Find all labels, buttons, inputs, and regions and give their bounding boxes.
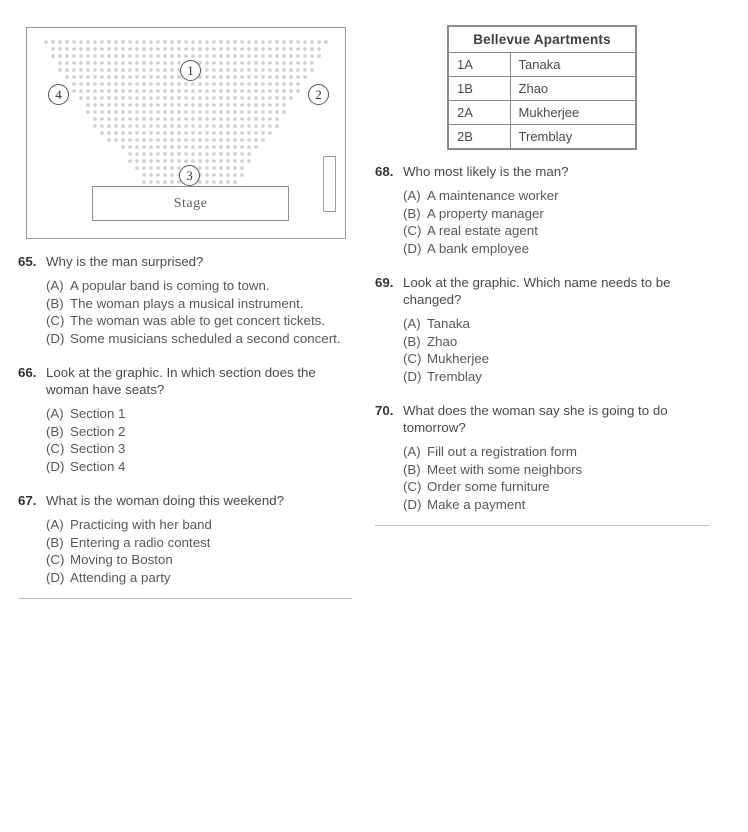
question-number: 66.	[18, 365, 37, 380]
section-marker-3-label: 3	[186, 167, 193, 183]
answer-option-text: Meet with some neighbors	[427, 461, 583, 477]
answer-option[interactable]	[46, 312, 352, 330]
answer-option-letter: (A)	[46, 517, 64, 532]
question-header	[18, 253, 352, 270]
answer-option-letter: (A)	[46, 406, 64, 421]
question-text: What is the woman doing this weekend?	[46, 493, 285, 508]
section-marker-4	[48, 84, 69, 105]
answer-option[interactable]	[46, 516, 352, 534]
section-marker-2	[308, 84, 329, 105]
question-column-right	[375, 163, 709, 543]
answer-option[interactable]	[46, 458, 352, 476]
answer-option[interactable]	[403, 333, 709, 351]
answer-option[interactable]	[403, 368, 709, 386]
apartment-unit-cell: 2B	[448, 125, 510, 150]
apartments-table-graphic	[447, 25, 637, 150]
answer-option[interactable]	[46, 440, 352, 458]
answer-option[interactable]	[46, 569, 352, 587]
apartment-name-cell: Mukherjee	[510, 101, 636, 125]
answer-option-letter: (D)	[46, 458, 65, 474]
apartment-name-cell: Zhao	[510, 77, 636, 101]
question-block	[375, 163, 709, 257]
apartment-name-cell: Tremblay	[510, 125, 636, 150]
answer-option-letter: (A)	[403, 188, 421, 203]
answer-option[interactable]	[46, 534, 352, 552]
answer-option[interactable]	[46, 405, 352, 423]
answer-option[interactable]	[403, 205, 709, 223]
question-number: 68.	[375, 164, 394, 179]
answer-option[interactable]	[46, 330, 352, 348]
section-divider	[375, 525, 709, 526]
answer-option-text: A real estate agent	[427, 223, 538, 238]
answer-option-text: Some musicians scheduled a second concert.	[70, 330, 341, 346]
answer-option-text: Entering a radio contest	[70, 534, 211, 550]
answer-option-text: Order some furniture	[427, 479, 550, 494]
answer-option[interactable]	[46, 423, 352, 441]
answer-option[interactable]	[403, 187, 709, 205]
answer-option-list	[375, 315, 709, 385]
apartments-table-title: Bellevue Apartments	[448, 26, 636, 53]
answer-option-letter: (C)	[46, 552, 65, 567]
stage-box	[92, 186, 289, 221]
seating-chart-graphic	[26, 27, 346, 239]
question-header	[375, 274, 709, 308]
exit-door-rectangle	[323, 156, 336, 212]
question-text: What does the woman say she is going to do tomorrow?	[403, 403, 668, 435]
answer-option-letter: (C)	[403, 479, 422, 494]
answer-option-letter: (C)	[46, 313, 65, 328]
answer-option-letter: (A)	[46, 278, 64, 293]
answer-option[interactable]	[403, 240, 709, 258]
question-header	[18, 492, 352, 509]
section-divider	[18, 598, 352, 599]
question-block	[375, 274, 709, 385]
question-text: Who most likely is the man?	[403, 164, 569, 179]
answer-option-text: The woman was able to get concert tickets.	[70, 313, 325, 328]
answer-option[interactable]	[403, 496, 709, 514]
answer-option[interactable]	[403, 443, 709, 461]
answer-option-letter: (D)	[403, 240, 422, 256]
table-row	[448, 125, 636, 150]
answer-option-letter: (D)	[403, 368, 422, 384]
answer-option[interactable]	[403, 478, 709, 496]
table-row	[448, 77, 636, 101]
table-row	[448, 53, 636, 77]
answer-option-letter: (C)	[403, 351, 422, 366]
answer-option-letter: (B)	[403, 205, 421, 221]
answer-option-text: Fill out a registration form	[427, 444, 578, 459]
answer-option-letter: (A)	[403, 316, 421, 331]
seating-chart-inner	[27, 28, 345, 238]
answer-option-list	[18, 516, 352, 586]
question-block	[375, 402, 709, 526]
answer-option[interactable]	[46, 295, 352, 313]
answer-option-letter: (B)	[403, 333, 421, 349]
question-number: 70.	[375, 403, 394, 418]
apartment-unit-cell: 2A	[448, 101, 510, 125]
section-marker-1	[180, 60, 201, 81]
answer-option-text: Make a payment	[427, 496, 526, 512]
answer-option-list	[18, 405, 352, 475]
answer-option-letter: (D)	[403, 496, 422, 512]
question-number: 69.	[375, 275, 394, 290]
answer-option[interactable]	[403, 350, 709, 368]
question-number: 65.	[18, 254, 37, 269]
answer-option-text: The woman plays a musical instrument.	[70, 295, 304, 311]
answer-option-text: Section 4	[70, 458, 126, 474]
answer-option-letter: (D)	[46, 330, 65, 346]
question-block	[18, 364, 352, 475]
table-row	[448, 101, 636, 125]
answer-option-text: Section 3	[70, 441, 126, 456]
answer-option-text: Mukherjee	[427, 351, 490, 366]
answer-option-list	[18, 277, 352, 347]
answer-option-letter: (B)	[46, 534, 64, 550]
answer-option-text: Moving to Boston	[70, 552, 173, 567]
answer-option-text: A maintenance worker	[427, 188, 559, 203]
answer-option-text: Zhao	[427, 333, 458, 349]
answer-option[interactable]	[403, 315, 709, 333]
stage-label: Stage	[173, 195, 208, 211]
answer-option-letter: (B)	[403, 461, 421, 477]
question-column-left	[18, 253, 352, 616]
apartment-name-cell: Tanaka	[510, 53, 636, 77]
answer-option-letter: (A)	[403, 444, 421, 459]
apartments-table-header-row	[448, 26, 636, 53]
apartments-table	[447, 25, 637, 150]
answer-option-text: Tanaka	[427, 316, 470, 331]
answer-option-letter: (C)	[403, 223, 422, 238]
answer-option-letter: (C)	[46, 441, 65, 456]
question-text: Look at the graphic. In which section does the woman have seats?	[46, 365, 316, 397]
answer-option-text: A property manager	[427, 205, 544, 221]
answer-option-list	[375, 187, 709, 257]
section-marker-2-label: 2	[315, 86, 322, 102]
apartment-unit-cell: 1A	[448, 53, 510, 77]
section-marker-3	[179, 165, 200, 186]
answer-option-text: Practicing with her band	[70, 517, 212, 532]
answer-option[interactable]	[46, 277, 352, 295]
answer-option-text: A popular band is coming to town.	[70, 278, 270, 293]
question-number: 67.	[18, 493, 37, 508]
answer-option-text: Section 1	[70, 406, 126, 421]
apartment-unit-cell: 1B	[448, 77, 510, 101]
question-block	[18, 492, 352, 599]
answer-option[interactable]	[403, 461, 709, 479]
section-marker-1-label: 1	[187, 62, 194, 78]
answer-option-letter: (B)	[46, 423, 64, 439]
answer-option-text: A bank employee	[427, 240, 530, 256]
answer-option-letter: (B)	[46, 295, 64, 311]
section-marker-4-label: 4	[55, 86, 62, 102]
question-header	[375, 402, 709, 436]
answer-option-text: Attending a party	[70, 569, 171, 585]
question-header	[18, 364, 352, 398]
apartments-table-body	[448, 53, 636, 150]
question-text: Why is the man surprised?	[46, 254, 204, 269]
answer-option[interactable]	[403, 222, 709, 240]
answer-option-letter: (D)	[46, 569, 65, 585]
question-text: Look at the graphic. Which name needs to be changed?	[403, 275, 671, 307]
answer-option[interactable]	[46, 551, 352, 569]
question-block	[18, 253, 352, 347]
answer-option-text: Section 2	[70, 423, 126, 439]
answer-option-list	[375, 443, 709, 513]
question-header	[375, 163, 709, 180]
answer-option-text: Tremblay	[427, 368, 482, 384]
